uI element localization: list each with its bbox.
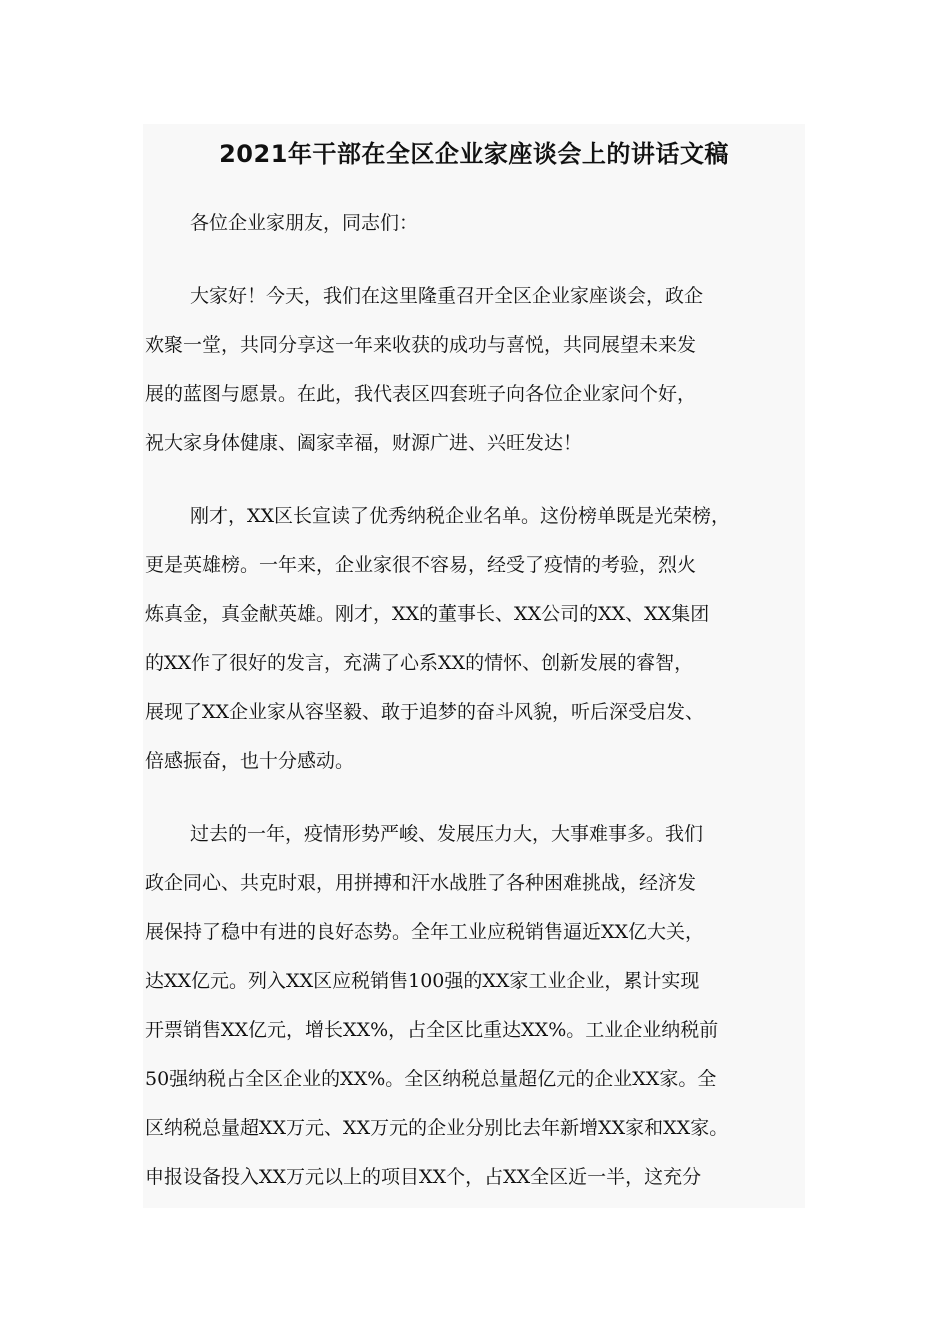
text-line: 50强纳税占全区企业的XX%。全区纳税总量超亿元的企业XX家。全 xyxy=(145,1068,717,1090)
text-line: 更是英雄榜。一年来，企业家很不容易，经受了疫情的考验，烈火 xyxy=(145,554,697,576)
salutation: 各位企业家朋友，同志们： xyxy=(190,212,419,234)
document-title: 2021年干部在全区企业家座谈会上的讲话文稿 xyxy=(219,140,729,168)
text-line: 的XX作了很好的发言，充满了心系XX的情怀、创新发展的睿智， xyxy=(145,652,694,674)
paragraph-2 xyxy=(145,499,845,793)
text-line: 达XX亿元。列入XX区应税销售100强的XX家工业企业，累计实现 xyxy=(145,970,700,992)
text-line: 欢聚一堂，共同分享这一年来收获的成功与喜悦，共同展望未来发 xyxy=(145,334,697,356)
text-line: 申报设备投入XX万元以上的项目XX个，占XX全区近一半，这充分 xyxy=(145,1166,702,1188)
text-line: 过去的一年，疫情形势严峻、发展压力大，大事难事多。我们 xyxy=(190,823,704,845)
text-line: 开票销售XX亿元，增长XX%，占全区比重达XX%。工业企业纳税前 xyxy=(145,1019,719,1041)
paragraph-3 xyxy=(145,817,845,1209)
text-line: 倍感振奋，也十分感动。 xyxy=(145,750,355,772)
text-line: 炼真金，真金献英雄。刚才，XX的董事长、XX公司的XX、XX集团 xyxy=(145,603,710,625)
text-line: 大家好！今天，我们在这里隆重召开全区企业家座谈会，政企 xyxy=(190,285,704,307)
text-line: 展保持了稳中有进的良好态势。全年工业应税销售逼近XX亿大关， xyxy=(145,921,705,943)
text-line: 展现了XX企业家从容坚毅、敢于追梦的奋斗风貌，听后深受启发、 xyxy=(145,701,705,723)
text-line: 祝大家身体健康、阖家幸福，财源广进、兴旺发达！ xyxy=(145,432,583,454)
paragraph-1 xyxy=(145,279,845,475)
text-line: 政企同心、共克时艰，用拼搏和汗水战胜了各种困难挑战，经济发 xyxy=(145,872,697,894)
text-line: 展的蓝图与愿景。在此，我代表区四套班子向各位企业家问个好， xyxy=(145,383,697,405)
text-line: 刚才，XX区长宣读了优秀纳税企业名单。这份榜单既是光荣榜， xyxy=(190,505,731,527)
text-line: 区纳税总量超XX万元、XX万元的企业分别比去年新增XX家和XX家。 xyxy=(145,1117,729,1139)
